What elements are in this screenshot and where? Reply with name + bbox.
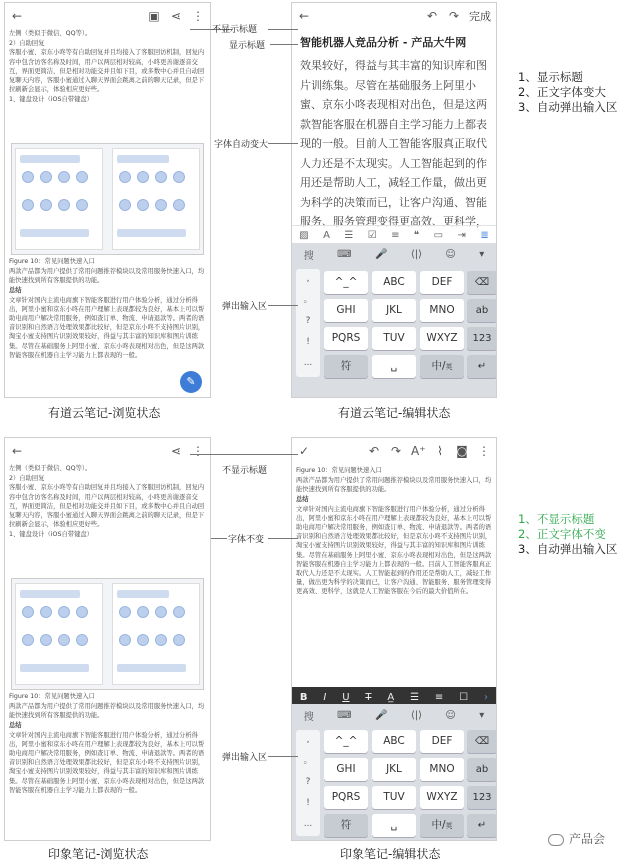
annotation-no-title: 不显示标题 xyxy=(222,466,268,476)
note-body-top: 左侧（类似于微信、QQ等）。 2）自助回复 客服小蜜、京东小咚等有自助回复并且均接入了客服回访机制，回复内容中包含访客名称及时间，用户以两层相对较高，小咚更善谢逐音交互，界面更简洁，但是相对功能交并且如下目，或多数中心并且自动回复聊天内容，客服小蜜通过入聊天界面会跳离之前的聊天记录，但是下拉刷新会显示，体验相应更好些。 1、键盘设计（iOS自带键盘） xyxy=(9,465,205,538)
key-emoticon[interactable]: ^_^ xyxy=(324,271,368,294)
wechat-icon xyxy=(548,834,564,846)
attach-icon[interactable]: ⌇ xyxy=(437,444,443,458)
key-abc[interactable]: ABC xyxy=(372,271,416,294)
numbered-list-icon[interactable]: ≡ xyxy=(391,230,400,241)
annotation-line xyxy=(270,44,298,45)
undo-icon[interactable]: ↶ xyxy=(368,444,380,458)
key-tuv[interactable]: TUV xyxy=(372,327,416,350)
back-icon[interactable]: ← xyxy=(298,9,310,23)
share-icon[interactable]: ⋖ xyxy=(170,444,182,458)
annotation-popup-input: 弹出输入区 xyxy=(222,753,268,763)
note-body-editor[interactable]: 效果较好，得益与其丰富的知识库和图片训练集。尽管在基础服务上阿里小蜜、京东小咚表现相对出色，但是这两款智能客服在机器自主学习能力上都表现的一般。目前人工智能客服真正取代人力还是不太现实。人工智能起到的作用还是帮助人工，减轻工作量，做出更为科学的决策而已，让客户沟通、智能服务、服务管理变得更高效、更科学， xyxy=(300,59,487,228)
backspace-key[interactable]: ⌫ xyxy=(467,271,497,294)
embedded-screenshot xyxy=(11,578,204,690)
key-def[interactable]: DEF xyxy=(420,271,464,294)
figure-caption: Figure 10：常见问题快速入口 xyxy=(9,258,95,265)
note-body-top: 左侧（类似于微信、QQ等）。 2）自助回复 客服小蜜、京东小咚等有自助回复并且均接入了客服回访机制，回复内容中包含访客名称及时间，用户以两层相对较高，小咚更善谢逐音交互，界面更简洁，但是相对功能交并且如下目，或多数中心并且自动回复聊天内容，客服小蜜通过入聊天界面会跳离之前的聊天记录，但是下拉刷新会显示，体验相应更好些。 1、键盘设计（iOS自带键盘） xyxy=(9,30,205,103)
italic-icon[interactable]: I xyxy=(323,691,327,703)
cursor-icon[interactable]: ⟨|⟩ xyxy=(410,248,422,260)
key-123[interactable]: 123 xyxy=(467,786,497,809)
undo-icon[interactable]: ↶ xyxy=(426,9,438,23)
key-symbol[interactable]: 符 xyxy=(324,814,368,837)
more-icon[interactable]: ⋮ xyxy=(192,9,204,23)
check-icon[interactable]: ✓ xyxy=(298,444,310,458)
more-icon[interactable]: ⋮ xyxy=(478,444,490,458)
annotation-show-title: 显示标题 xyxy=(229,41,266,51)
youdao-edit-screen xyxy=(291,2,497,398)
text-format-icon[interactable]: A⁺ xyxy=(411,444,426,458)
code-icon[interactable]: ▭ xyxy=(433,230,444,241)
key-jkl[interactable]: JKL xyxy=(372,758,416,781)
key-mno[interactable]: MNO xyxy=(420,299,464,322)
symbol-column[interactable]: , 。 ? ! ... xyxy=(296,730,320,836)
underline-icon[interactable]: U xyxy=(342,691,350,703)
collapse-icon[interactable]: ▾ xyxy=(479,709,485,721)
key-emoticon[interactable]: ^_^ xyxy=(324,730,368,753)
list-icon[interactable]: ☰ xyxy=(344,230,354,241)
symbol-column[interactable]: , 。 ? ! ... xyxy=(296,269,320,377)
camera-icon[interactable]: ◙ xyxy=(456,444,468,458)
edit-fab-button[interactable]: ✎ xyxy=(180,371,202,393)
font-icon[interactable]: A xyxy=(323,230,330,241)
key-tuv[interactable]: TUV xyxy=(372,786,416,809)
annotation-line xyxy=(268,756,298,757)
strikethrough-icon[interactable]: T xyxy=(365,691,372,703)
space-key[interactable]: ␣ xyxy=(372,355,416,378)
key-jkl[interactable]: JKL xyxy=(372,299,416,322)
key-123[interactable]: 123 xyxy=(467,327,497,350)
summary-youdao: 1、显示标题 2、正文字体变大 3、自动弹出输入区 xyxy=(518,70,618,114)
bookmark-icon[interactable]: ▣ xyxy=(148,9,160,23)
summary-evernote: 1、不显示标题 2、正文字体不变 3、自动弹出输入区 xyxy=(518,512,618,556)
annotation-line xyxy=(268,538,298,539)
key-wxyz[interactable]: WXYZ xyxy=(420,786,464,809)
keyboard xyxy=(292,243,496,397)
collapse-icon[interactable]: ▾ xyxy=(479,248,485,260)
youdao-browse-screen xyxy=(4,2,211,398)
done-button[interactable]: 完成 xyxy=(469,10,491,23)
keyboard-icon[interactable]: ⌨ xyxy=(337,709,352,721)
ime-logo-icon[interactable]: 搜 xyxy=(303,250,314,262)
caption-evernote-browse: 印象笔记-浏览状态 xyxy=(48,847,149,861)
key-pqrs[interactable]: PQRS xyxy=(324,327,368,350)
edit-toolbar xyxy=(292,438,496,464)
more-icon[interactable]: ⋮ xyxy=(192,444,204,458)
figure-caption: Figure 10：常见问题快速入口 xyxy=(296,467,382,474)
key-wxyz[interactable]: WXYZ xyxy=(420,327,464,350)
note-body-editor[interactable]: 两款产品都为用户提供了常用问题推荐模块以及常用服务快速入口，均能快速找到所有客服提供的功能。 总结 文章针对国内主流电商旗下智能客服进行用户体验分析，通过分析得出，阿里小蜜和京东小咚在用户理解上表现都较为良好，基本上可以帮助电商用户解决常用服务，例如查订单、物流、申请退款等。两者的语音识别和自然语言处理效果都比较好，但是京东小咚不支持图片识别，淘宝小蜜支持图片识别效果较好，得益与其丰富的知识库和图片训练集。尽管在基础服务上阿里小蜜、京东小咚表现相对出色，但是这两款智能客服在机器自主学习能力上都表现的一般。目前人工智能客服真正取代人力还是不太现实。人工智能起到的作用还是帮助人工，减轻工作量，做出更为科学的决策而已，让客户沟通、智能服务、服务管理变得更高效、更科学，这就是人工智能客服在今后的最大价值所在。 xyxy=(296,477,492,596)
share-icon[interactable]: ⋖ xyxy=(170,9,182,23)
caption-youdao-browse: 有道云笔记-浏览状态 xyxy=(48,406,161,420)
embedded-screenshot xyxy=(11,143,204,255)
key-ghi[interactable]: GHI xyxy=(324,299,368,322)
key-lang[interactable]: 中/英 xyxy=(420,355,464,378)
quote-icon[interactable]: ❝ xyxy=(413,230,420,241)
annotation-line xyxy=(211,538,227,539)
back-icon[interactable]: ← xyxy=(11,9,23,23)
back-icon[interactable]: ← xyxy=(11,444,23,458)
note-title: 智能机器人竞品分析 - 产品大牛网 xyxy=(300,36,467,49)
key-def[interactable]: DEF xyxy=(420,730,464,753)
key-ghi[interactable]: GHI xyxy=(324,758,368,781)
browse-toolbar xyxy=(5,3,210,29)
redo-icon[interactable]: ↷ xyxy=(448,9,460,23)
emoji-icon[interactable]: ☺ xyxy=(445,709,456,721)
key-ab[interactable]: ab xyxy=(467,758,497,781)
caption-evernote-edit: 印象笔记-编辑状态 xyxy=(340,847,441,861)
note-body-bottom: 两款产品都为用户提供了常用问题推荐模块以及常用服务快速入口，均能快速找到所有客服提供的功能。 总结 文章针对国内主流电商旗下智能客服进行用户体验分析，通过分析得出，阿里小蜜和京东小咚在用户理解上表现都较为良好，基本上可以帮助电商用户解决常用服务，例如查订单、物流、申请退款等。两者的语音识别和自然语言处理效果都比较好，但是京东小咚不支持图片识别，淘宝小蜜支持图片识别效果较好，得益与其丰富的知识库和图片训练集。尽管在基础服务上阿里小蜜、京东小咚表现相对出色，但是这两款智能客服在机器自主学习能力上都表现的一般。 xyxy=(9,703,205,794)
bold-icon[interactable]: B xyxy=(299,691,308,703)
ime-logo-icon[interactable]: 搜 xyxy=(303,711,314,723)
browse-toolbar xyxy=(5,438,210,464)
mic-icon[interactable]: 🎤 xyxy=(374,248,388,260)
edit-toolbar xyxy=(292,3,496,29)
annotation-line xyxy=(268,143,298,144)
note-body-bottom: 两款产品都为用户提供了常用问题推荐模块以及常用服务快速入口，均能快速找到所有客服提供的功能。 总结 文章针对国内主流电商旗下智能客服进行用户体验分析，通过分析得出，阿里小蜜和京东小咚在用户理解上表现都较为良好，基本上可以帮助电商用户解决常用服务，例如查订单、物流、申请退款等。两者的语音识别和自然语言处理效果都比较好，但是京东小咚不支持图片识别，淘宝小蜜支持图片识别效果较好，得益与其丰富的知识库和图片训练集。尽管在基础服务上阿里小蜜、京东小咚表现相对出色，但是这两款智能客服在机器自主学习能力上都表现的一般。 xyxy=(9,268,205,359)
space-key[interactable]: ␣ xyxy=(372,814,416,837)
bulleted-list-icon[interactable]: ☰ xyxy=(410,691,420,703)
enter-key[interactable]: ↵ xyxy=(467,355,497,378)
key-pqrs[interactable]: PQRS xyxy=(324,786,368,809)
key-abc[interactable]: ABC xyxy=(372,730,416,753)
numbered-list-icon[interactable]: ≡ xyxy=(434,691,444,703)
annotation-line xyxy=(268,29,298,30)
keyboard-topbar xyxy=(292,243,496,265)
checkbox-icon[interactable]: ☐ xyxy=(459,691,469,703)
keyboard xyxy=(292,704,496,840)
evernote-edit-screen xyxy=(291,437,497,841)
emoji-icon[interactable]: ☺ xyxy=(445,248,456,260)
keyboard-topbar xyxy=(292,704,496,726)
key-symbol[interactable]: 符 xyxy=(324,355,368,378)
annotation-line xyxy=(268,305,298,306)
cursor-icon[interactable]: ⟨|⟩ xyxy=(410,709,422,721)
key-lang[interactable]: 中/英 xyxy=(420,814,464,837)
annotation-line xyxy=(190,454,298,455)
highlight-icon[interactable]: A̲ xyxy=(387,691,395,703)
align-icon[interactable]: ≣ xyxy=(480,230,489,241)
annotation-font-unchanged: 字体不变 xyxy=(228,535,265,545)
image-icon[interactable]: ▨ xyxy=(299,230,309,241)
expand-icon[interactable]: › xyxy=(483,691,488,703)
key-ab[interactable]: ab xyxy=(467,299,497,322)
annotation-popup-input: 弹出输入区 xyxy=(222,302,268,312)
caption-youdao-edit: 有道云笔记-编辑状态 xyxy=(338,406,451,420)
backspace-key[interactable]: ⌫ xyxy=(467,730,497,753)
keyboard-icon[interactable]: ⌨ xyxy=(337,248,352,260)
figure-caption: Figure 10：常见问题快速入口 xyxy=(9,693,95,700)
enter-key[interactable]: ↵ xyxy=(467,814,497,837)
watermark: 产品会 xyxy=(548,830,605,847)
indent-icon[interactable]: ⇥ xyxy=(457,230,466,241)
redo-icon[interactable]: ↷ xyxy=(390,444,402,458)
evernote-browse-screen xyxy=(4,437,211,841)
annotation-font-auto-big: 字体自动变大 xyxy=(214,140,269,150)
mic-icon[interactable]: 🎤 xyxy=(374,709,388,721)
annotation-no-title: 不显示标题 xyxy=(212,25,258,35)
format-toolbar xyxy=(292,225,496,245)
checklist-icon[interactable]: ☑ xyxy=(367,230,377,241)
key-mno[interactable]: MNO xyxy=(420,758,464,781)
